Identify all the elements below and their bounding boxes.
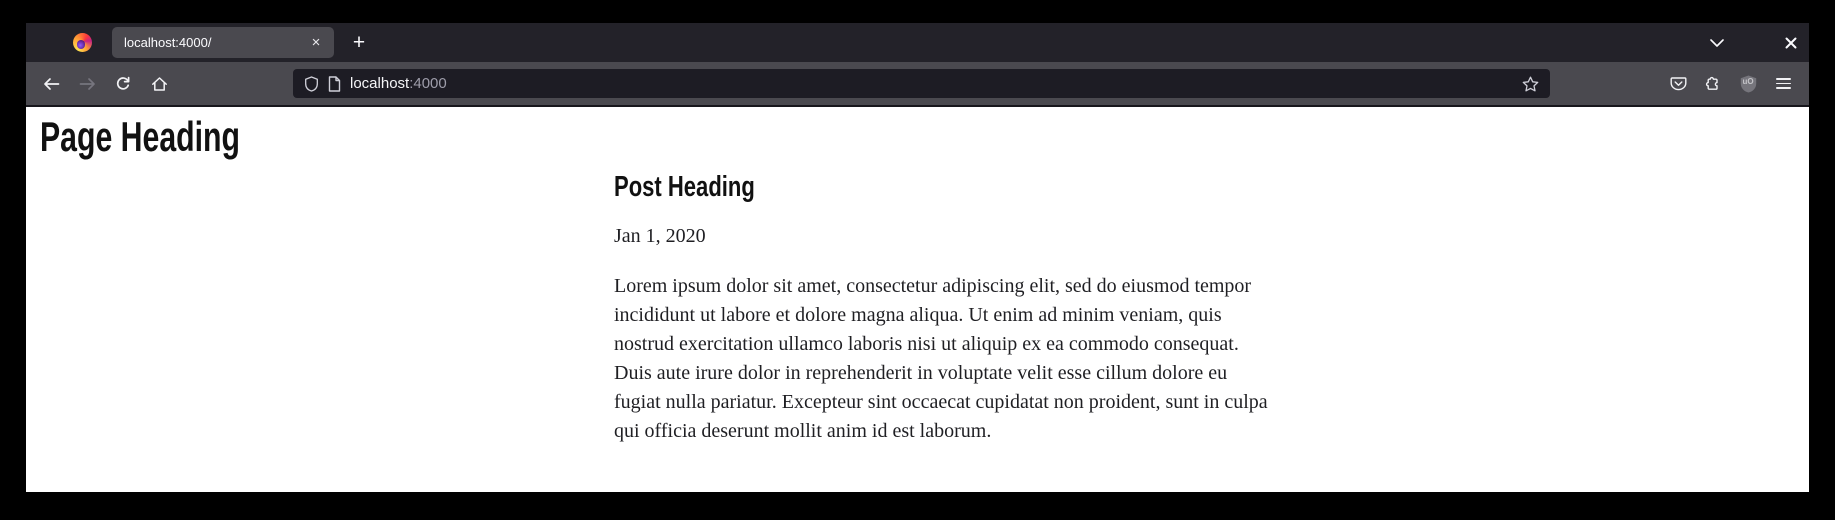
firefox-logo-icon <box>73 33 92 52</box>
forward-button[interactable] <box>70 67 104 101</box>
list-tabs-chevron-icon[interactable] <box>1701 27 1733 59</box>
reload-button[interactable] <box>106 67 140 101</box>
navigation-toolbar <box>26 62 1809 107</box>
new-tab-button[interactable]: + <box>352 31 366 54</box>
back-button[interactable] <box>34 67 68 101</box>
tab-close-icon[interactable]: × <box>311 34 321 51</box>
post-heading: Post Heading <box>614 171 755 203</box>
page-heading: Page Heading <box>40 113 240 160</box>
bookmark-star-icon[interactable] <box>1522 76 1539 92</box>
page-info-icon[interactable] <box>328 76 341 92</box>
home-button[interactable] <box>142 67 176 101</box>
post-body: Lorem ipsum dolor sit amet, consectetur adipiscing elit, sed do eiusmod tempor incididunt ut labore et dolore magna aliqua. Ut enim ad minim veniam, quis nostrud exercitation ullamco laboris nisi ut aliquip ex ea commodo consequat. Duis aute irure dolor in reprehenderit in voluptate velit esse cillum dolore eu fugiat nulla pariatur. Excepteur sint occaecat cupidatat non proident, sunt in culpa qui officia deserunt mollit anim id est laborum. <box>614 275 1268 443</box>
shield-icon[interactable] <box>304 76 319 92</box>
firefox-logo-globe <box>77 40 86 49</box>
ublock-label: uO <box>1742 76 1754 86</box>
ublock-shield-icon <box>1740 75 1757 93</box>
browser-window <box>26 23 1809 492</box>
hamburger-lines <box>1776 78 1791 89</box>
ublock-origin-icon[interactable] <box>1732 68 1764 100</box>
toolbar-right-icons <box>1662 68 1799 100</box>
pocket-icon[interactable] <box>1662 68 1694 100</box>
firefox-view-button[interactable] <box>65 27 99 59</box>
app-menu-hamburger-icon[interactable] <box>1767 68 1799 100</box>
url-text <box>350 75 447 92</box>
url-host: localhost <box>350 75 410 92</box>
url-port: :4000 <box>409 75 447 92</box>
post-date: Jan 1, 2020 <box>614 225 706 248</box>
address-bar[interactable] <box>293 69 1550 98</box>
tab-bar <box>26 23 1809 62</box>
tab-localhost[interactable] <box>112 27 334 58</box>
page-content <box>26 107 1809 492</box>
window-close-icon[interactable] <box>1775 27 1807 59</box>
post-article <box>614 171 1274 446</box>
extensions-puzzle-icon[interactable] <box>1697 68 1729 100</box>
tab-title: localhost:4000/ <box>124 35 212 50</box>
